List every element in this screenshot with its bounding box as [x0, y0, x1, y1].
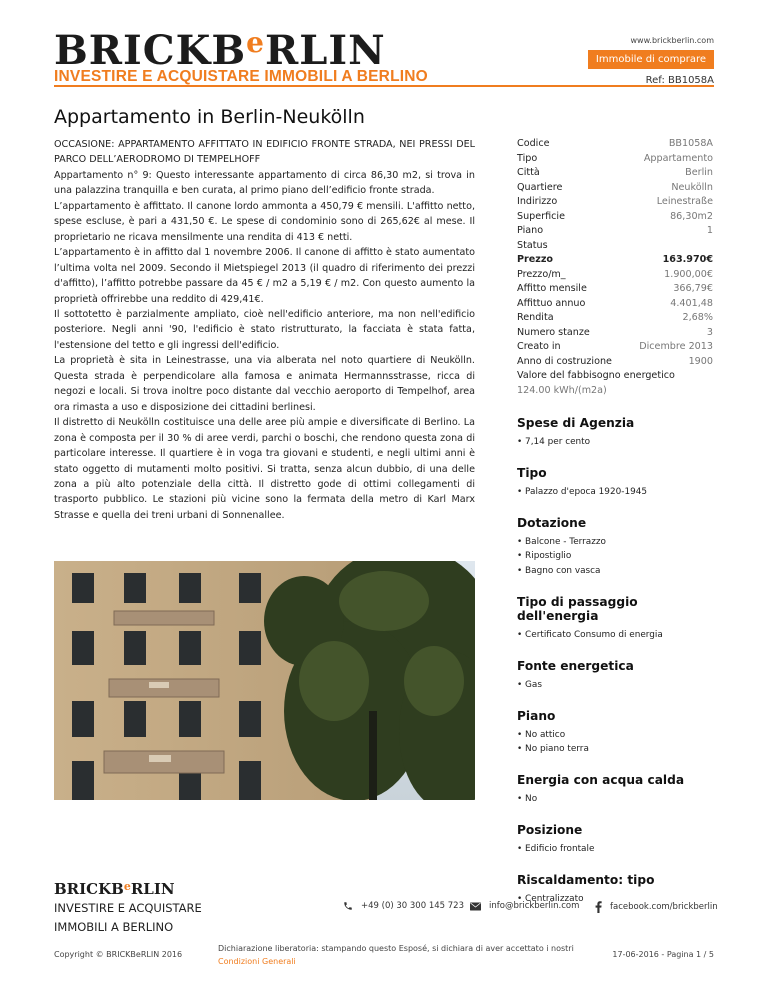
logo-text-b: RLIN — [265, 27, 386, 74]
spec-label: Anno di costruzione — [517, 355, 612, 367]
contact-facebook[interactable] — [595, 901, 718, 913]
spec-label: Status — [517, 239, 548, 251]
spec-row — [517, 311, 713, 326]
spec-label: Quartiere — [517, 181, 563, 193]
spec-row — [517, 195, 713, 210]
logo-text-a: BRICKB — [54, 27, 247, 74]
spec-row — [517, 355, 713, 370]
spec-row — [517, 268, 713, 283]
spec-row — [517, 166, 713, 181]
spec-value: 1900 — [688, 355, 713, 367]
spec-row — [517, 181, 713, 196]
property-photo — [54, 561, 475, 800]
copyright: Copyright © BRICKBeRLIN 2016 — [54, 950, 183, 959]
spec-label: Rendita — [517, 312, 554, 323]
description-paragraph: L’appartamento è affittato. Il canone lordo ammonta a 450,79 € mensili. L'affitto netto, spese escluse, è pari a 431,50 €. Le spese di condominio sono di 265,62€ al mese. Il proprietario ne ricava mensilmente una rendita di 413 € netti. — [54, 200, 475, 243]
logo-text-e: e — [246, 26, 265, 59]
description-paragraph: Il sottotetto è parzialmente ampliato, cioè nell'edificio anteriore, ma non nell'edificio posteriore. Negli anni '90, l'edificio è stato ristrutturato, la facciata è stata fatta, l'estensione del tetto e gli ingressi dell'edificio. — [54, 308, 475, 351]
section-title: Fonte energetica — [517, 658, 634, 673]
spec-value: 1.900,00€ — [664, 268, 713, 280]
spec-label: Codice — [517, 138, 550, 149]
spec-row — [517, 224, 713, 239]
spec-label: Indirizzo — [517, 196, 558, 207]
header-divider — [54, 85, 714, 87]
disclaimer-text: Dichiarazione liberatoria: stampando questo Esposé, si dichiara di aver accettato i nostri — [218, 944, 574, 953]
logo-text-e: e — [123, 880, 131, 893]
spec-value: BB1058A — [668, 138, 713, 149]
section-title: Energia con acqua calda — [517, 773, 685, 788]
spec-row-price — [517, 253, 713, 268]
spec-label: Piano — [517, 225, 544, 236]
section-title: Tipo — [517, 465, 547, 480]
spec-label: Città — [517, 167, 540, 178]
section-hot-water — [517, 773, 713, 807]
spec-row-energy — [517, 369, 713, 384]
section-title: Posizione — [517, 822, 583, 837]
website-link[interactable]: www.brickberlin.com — [630, 36, 714, 45]
spec-label: Affittuo annuo — [517, 297, 586, 309]
contact-phone[interactable] — [343, 901, 464, 911]
list-item: • Centralizzato — [517, 893, 584, 904]
spec-label: Valore del fabbisogno energetico — [517, 370, 675, 381]
section-amenities — [517, 516, 713, 579]
facebook-icon — [595, 901, 602, 913]
page-title: Appartamento in Berlin-Neukölln — [54, 106, 365, 128]
description-paragraph: La proprietà è sita in Leinestrasse, una via alberata nel noto quartiere di Neukölln. Questa strada è perpendicolare alla famosa e animata Hermannsstrasse, ricca di negozi e locali. Si trova inoltre poco distante dal vecchio aeroporto di Tempelhof, area ora rimasta a uso e disposizione dei cittadini berlinesi. — [54, 355, 475, 413]
section-floor — [517, 709, 713, 758]
spec-value: 4.401,48 — [670, 297, 713, 309]
spec-row — [517, 152, 713, 167]
spec-value: 86,30m2 — [670, 210, 713, 222]
list-item: • 7,14 per cento — [517, 437, 591, 447]
section-title: Dotazione — [517, 515, 587, 530]
envelope-icon — [470, 902, 481, 911]
list-item: • No — [517, 794, 538, 805]
description-paragraph: L’appartamento è in affitto dal 1 novembre 2006. Il canone di affitto è stato aumentato l’ultima volta nel 2009. Secondo il Mietspiegel 2013 (il quadro di riferimento dei prezzi d'affitto), l’affitto potrebbe passare da 45 € / m2 a 5,19 € / m2. Con questo aumento la proprietà offrirebbe una reddito di 429,41€. — [54, 247, 475, 305]
spec-value: 1 — [706, 225, 713, 236]
section-energy-certificate — [517, 595, 713, 643]
list-item: • No piano terra — [517, 744, 589, 755]
section-title: Tipo di passaggio dell'energia — [517, 594, 638, 623]
spec-row — [517, 137, 713, 152]
list-item: • Gas — [517, 679, 542, 690]
section-position — [517, 823, 713, 857]
section-agency-fees — [517, 416, 713, 450]
property-details — [517, 137, 713, 907]
spec-value: 163.970€ — [662, 254, 713, 265]
phone-number: +49 (0) 30 300 145 723 — [361, 901, 464, 911]
spec-label: Prezzo/m_ — [517, 268, 566, 280]
spec-value: 2,68% — [682, 312, 713, 323]
list-item: • Edificio frontale — [517, 843, 595, 854]
phone-icon — [343, 901, 353, 911]
list-item: • Bagno con vasca — [517, 566, 601, 577]
footer-tagline: INVESTIRE E ACQUISTARE IMMOBILI A BERLINO — [54, 901, 202, 934]
section-title: Piano — [517, 708, 556, 723]
description-paragraph: OCCASIONE: APPARTAMENTO AFFITTATO IN EDIFICIO FRONTE STRADA, NEI PRESSI DEL PARCO DELL’AERODROMO DI TEMPELHOFF — [54, 139, 475, 166]
list-item: • Palazzo d'epoca 1920-1945 — [517, 486, 648, 497]
spec-value: 366,79€ — [673, 283, 713, 294]
spec-value: Dicembre 2013 — [639, 341, 713, 352]
spec-value: Neukölln — [671, 181, 713, 193]
spec-row — [517, 297, 713, 312]
spec-row — [517, 282, 713, 297]
list-item: • Ripostiglio — [517, 551, 572, 562]
spec-label: Superficie — [517, 210, 565, 222]
spec-value: Berlin — [685, 167, 713, 178]
description-paragraph: Il distretto di Neukölln costituisce una delle aree più ampie e diversificate di Berlino. La zona è composta per il 30 % di aree verdi, parchi o boschi, che rendono questa zona di particolare interesse. Il quartiere è in voga tra giovani e studenti, e negli ultimi anni è stato oggetto di mutamenti molto positivi. Si tratta, senza alcun dubbio, di una delle zona a più alto potenziale della città. Il distretto gode di ottimi collegamenti di trasporto pubblico. Le stazioni più vicine sono la fermata della metro di Karl Marx Strasse e quella dei treni urbani di Sonnenallee. — [54, 417, 475, 521]
property-description — [54, 137, 475, 523]
section-energy-source — [517, 659, 713, 693]
spec-label: Creato in — [517, 341, 561, 352]
energy-value: 124.00 kWh/(m2a) — [517, 384, 607, 396]
email-address: info@brickberlin.com — [489, 901, 580, 911]
spec-row — [517, 340, 713, 355]
section-type — [517, 466, 713, 500]
section-title: Spese di Agenzia — [517, 416, 635, 430]
spec-label: Numero stanze — [517, 326, 590, 338]
spec-row — [517, 326, 713, 341]
logo-text-b: RLIN — [130, 880, 175, 898]
spec-label: Tipo — [517, 152, 538, 164]
description-paragraph: Appartamento n° 9: Questo interessante appartamento di circa 86,30 m2, si trova in una palazzina tranquilla e ben curata, al primo piano dell’edificio fronte strada. — [54, 169, 475, 197]
footer-logo — [54, 880, 175, 898]
spec-value: 3 — [706, 326, 713, 338]
spec-value: Appartamento — [643, 152, 713, 164]
list-item: • No attico — [517, 729, 566, 740]
spec-row — [517, 210, 713, 225]
page-info: 17-06-2016 - Pagina 1 / 5 — [612, 950, 714, 959]
spec-list — [517, 137, 713, 384]
spec-label: Prezzo — [517, 254, 554, 265]
building-photo-illustration — [54, 561, 475, 800]
brand-tagline: INVESTIRE E ACQUISTARE IMMOBILI A BERLINO — [54, 68, 428, 85]
list-item: • Certificato Consumo di energia — [517, 629, 663, 640]
disclaimer — [218, 943, 613, 968]
facebook-link: facebook.com/brickberlin — [610, 902, 718, 912]
spec-value: Leinestraße — [656, 196, 713, 207]
reference-code: Ref: BB1058A — [645, 75, 714, 86]
contact-email[interactable] — [470, 901, 579, 911]
terms-link[interactable]: Condizioni Generali — [218, 956, 296, 966]
list-item: • Balcone - Terrazzo — [517, 536, 606, 547]
spec-label: Affitto mensile — [517, 283, 587, 294]
logo-text-a: BRICKB — [54, 880, 124, 898]
listing-type-badge: Immobile di comprare — [588, 50, 714, 69]
section-title: Riscaldamento: tipo — [517, 872, 655, 887]
spec-row — [517, 239, 713, 254]
